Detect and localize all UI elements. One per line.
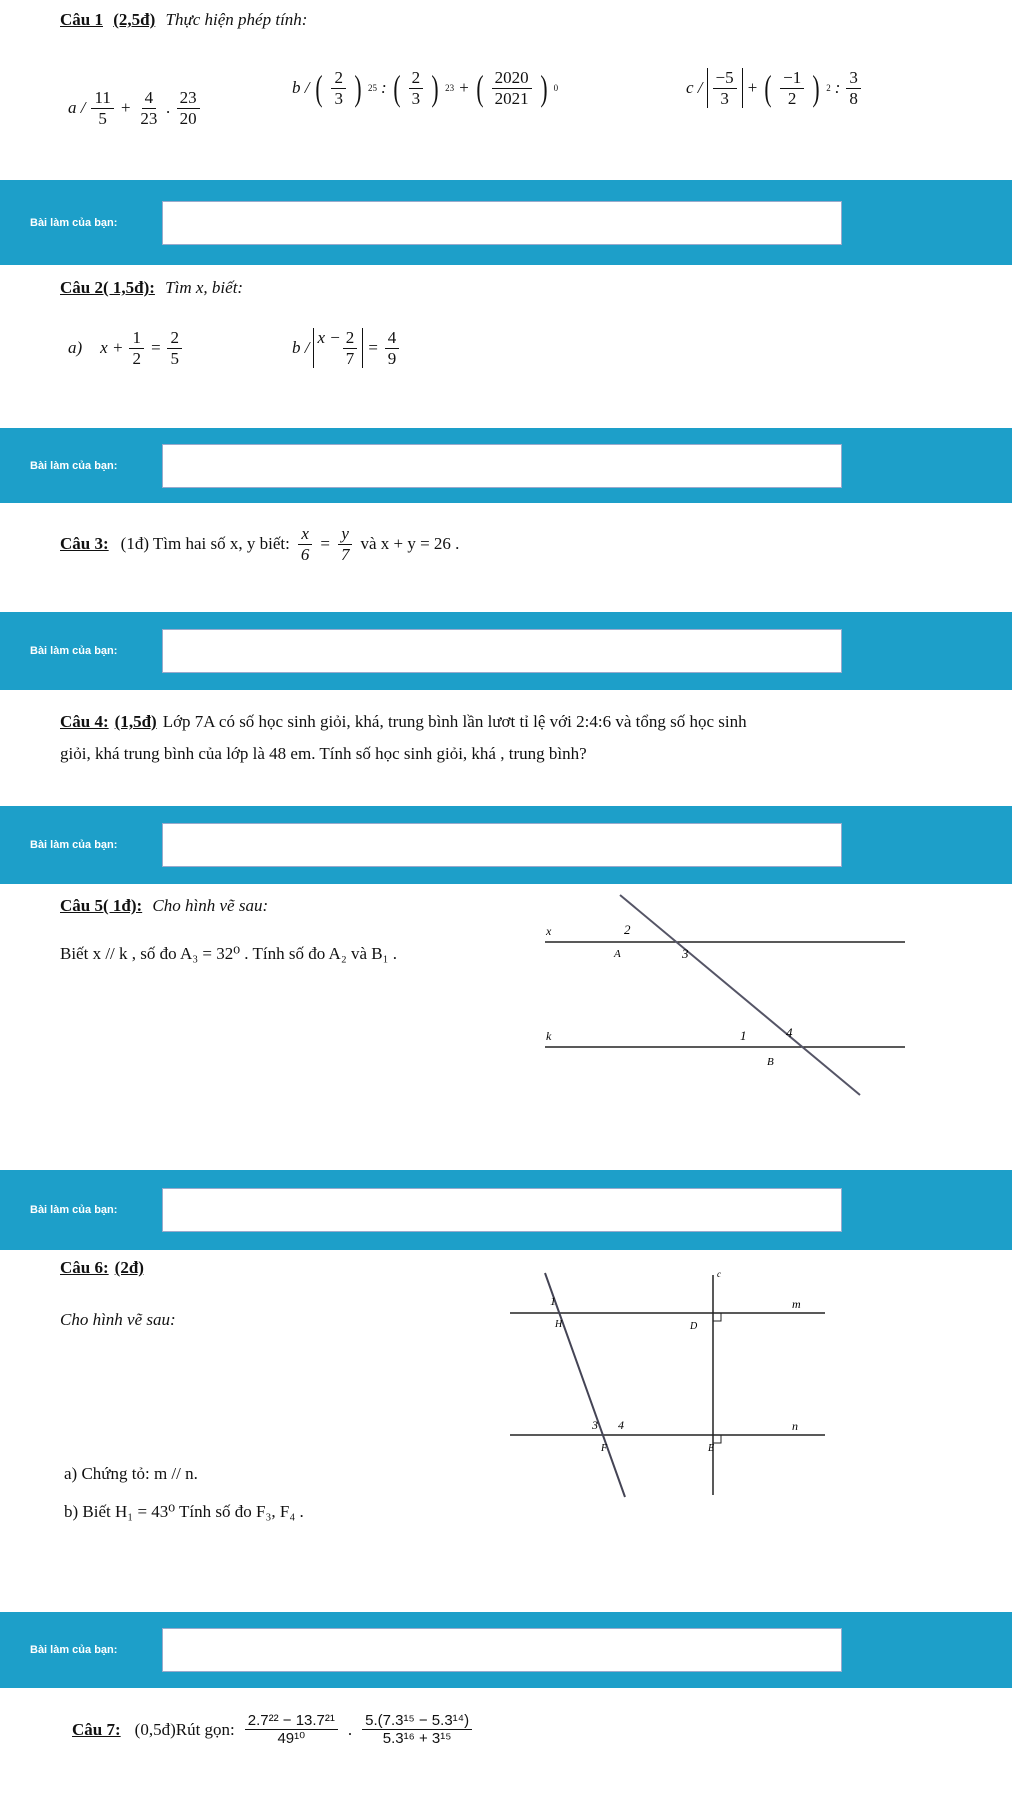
answer-input-2[interactable] bbox=[162, 444, 842, 488]
question-7-text: (0,5đ)Rút gọn: bbox=[134, 1719, 235, 1739]
figure-lines-m-n bbox=[505, 1265, 845, 1505]
question-6-part-b: b) Biết H₁ = 43⁰ Tính số đo F₃, F₄ . bbox=[64, 1502, 304, 1521]
angle-4: 4 bbox=[786, 1025, 793, 1040]
right-angle-E bbox=[713, 1435, 721, 1443]
answer-panel-6 bbox=[0, 1612, 1012, 1688]
paren: ) bbox=[812, 68, 820, 109]
answer-input-6[interactable] bbox=[162, 1628, 842, 1672]
figure-parallel-lines-x-k bbox=[540, 890, 920, 1105]
operator: + bbox=[746, 78, 759, 98]
numerator: 2020 bbox=[492, 68, 532, 89]
numerator: x bbox=[298, 524, 312, 545]
operator: + bbox=[458, 78, 470, 98]
angle-3: 3 bbox=[592, 1418, 598, 1432]
answer-input-5[interactable] bbox=[162, 1188, 842, 1232]
question-7 bbox=[72, 1712, 474, 1748]
denominator: 7 bbox=[345, 348, 355, 368]
numerator: 2 bbox=[409, 68, 424, 89]
numerator: 23 bbox=[177, 88, 200, 109]
fraction bbox=[780, 68, 804, 108]
denominator: 5 bbox=[170, 348, 179, 368]
label-D: D bbox=[690, 1321, 698, 1332]
transversal bbox=[620, 895, 860, 1095]
q1b-label: b / bbox=[292, 78, 310, 98]
operator: . bbox=[347, 1719, 353, 1739]
paren: ) bbox=[354, 68, 362, 109]
fraction bbox=[129, 328, 144, 368]
exponent: 0 bbox=[553, 83, 559, 94]
question-6-prompt: Cho hình vẽ sau: bbox=[60, 1310, 176, 1329]
fraction bbox=[846, 68, 861, 108]
question-6-title: Câu 6: bbox=[60, 1258, 109, 1277]
question-7-title: Câu 7: bbox=[72, 1719, 121, 1739]
question-3 bbox=[60, 524, 459, 564]
answer-label: Bài làm của bạn: bbox=[30, 216, 118, 229]
expression: x + bbox=[100, 338, 124, 358]
label-x: x bbox=[546, 924, 552, 938]
fraction bbox=[91, 88, 113, 128]
answer-panel-3 bbox=[0, 612, 1012, 690]
fraction bbox=[343, 328, 358, 368]
answer-label: Bài làm của bạn: bbox=[30, 839, 118, 851]
denominator: 2 bbox=[132, 348, 141, 368]
question-2-header bbox=[60, 278, 243, 298]
numerator: 4 bbox=[385, 328, 400, 349]
fraction bbox=[298, 524, 313, 564]
angle-2: 2 bbox=[624, 922, 631, 937]
question-6-header bbox=[60, 1258, 150, 1278]
question-2-prompt: Tìm x, biết: bbox=[165, 278, 244, 297]
numerator: 2 bbox=[167, 328, 182, 349]
q1-part-b bbox=[292, 68, 558, 108]
exponent: 23 bbox=[445, 83, 455, 94]
answer-label: Bài làm của bạn: bbox=[30, 1204, 118, 1216]
transversal-HF bbox=[545, 1273, 625, 1497]
denominator: 20 bbox=[179, 108, 197, 128]
denominator: 7 bbox=[340, 544, 350, 564]
q1c-label: c / bbox=[686, 78, 703, 98]
numerator: 2 bbox=[331, 68, 346, 89]
angle-1: 1 bbox=[550, 1294, 556, 1308]
operator: : bbox=[834, 78, 841, 98]
q2a-label: a) bbox=[68, 338, 83, 358]
denominator: 9 bbox=[387, 348, 397, 368]
question-1-prompt: Thực hiện phép tính: bbox=[165, 10, 308, 29]
q2-part-b bbox=[292, 328, 401, 368]
fraction bbox=[338, 524, 353, 564]
paren: ) bbox=[431, 68, 439, 109]
answer-panel-1 bbox=[0, 180, 1012, 265]
denominator: 23 bbox=[140, 108, 158, 128]
denominator: 49¹⁰ bbox=[277, 1730, 306, 1748]
denominator: 2021 bbox=[494, 88, 529, 108]
right-angle-D bbox=[713, 1313, 721, 1321]
answer-label: Bài làm của bạn: bbox=[30, 459, 118, 472]
q2-part-a bbox=[68, 328, 184, 368]
numerator: 3 bbox=[846, 68, 861, 89]
q1a-label: a / bbox=[68, 98, 86, 118]
question-1-header bbox=[60, 10, 307, 30]
question-5-statement: Biết x // k , số đo A₃ = 32⁰ . Tính số đo A₂ và B₁ . bbox=[60, 944, 398, 963]
denominator: 8 bbox=[849, 88, 858, 108]
question-5-header bbox=[60, 896, 268, 916]
label-E: E bbox=[708, 1443, 715, 1454]
expression: x − bbox=[317, 328, 341, 347]
denominator: 5.3¹⁶ + 3¹⁵ bbox=[382, 1730, 452, 1748]
operator: + bbox=[119, 98, 132, 118]
numerator: 2.7²² − 13.7²¹ bbox=[245, 1712, 338, 1730]
operator: = bbox=[320, 534, 330, 554]
question-2-title: Câu 2( 1,5đ): bbox=[60, 278, 155, 297]
exponent: 25 bbox=[367, 83, 377, 94]
question-1-score: (2,5đ) bbox=[113, 10, 156, 29]
numerator: 2 bbox=[343, 328, 358, 349]
numerator: 1 bbox=[129, 328, 144, 349]
denominator: 5 bbox=[98, 108, 107, 128]
angle-3: 3 bbox=[682, 946, 689, 961]
fraction bbox=[492, 68, 532, 108]
label-H: H bbox=[555, 1319, 563, 1330]
paren: ) bbox=[540, 68, 548, 109]
fraction bbox=[245, 1712, 338, 1748]
label-m: m bbox=[792, 1297, 801, 1311]
fraction bbox=[177, 88, 200, 128]
denominator: 6 bbox=[300, 544, 310, 564]
numerator: y bbox=[338, 524, 352, 545]
numerator: −5 bbox=[713, 68, 737, 89]
question-6-part-a: a) Chứng tỏ: m // n. bbox=[64, 1464, 198, 1483]
label-F: F bbox=[601, 1443, 608, 1454]
denominator: 3 bbox=[334, 88, 343, 108]
question-5-title: Câu 5( 1đ): bbox=[60, 896, 143, 915]
denominator: 3 bbox=[720, 88, 729, 108]
paren: ( bbox=[476, 68, 484, 109]
numerator: 4 bbox=[142, 88, 157, 109]
q1-part-a bbox=[68, 88, 202, 128]
paren: ( bbox=[764, 68, 772, 109]
angle-4: 4 bbox=[618, 1418, 624, 1432]
operator: = bbox=[149, 338, 162, 358]
paren: ( bbox=[315, 68, 324, 109]
operator: : bbox=[380, 78, 387, 98]
fraction bbox=[137, 88, 160, 128]
denominator: 3 bbox=[411, 88, 421, 108]
answer-input-4[interactable] bbox=[162, 823, 842, 867]
exponent: 2 bbox=[826, 83, 831, 94]
question-6-score: (2đ) bbox=[114, 1258, 144, 1277]
numerator: 11 bbox=[91, 88, 113, 109]
answer-panel-2 bbox=[0, 428, 1012, 503]
question-1-title: Câu 1 bbox=[60, 10, 103, 29]
denominator: 2 bbox=[787, 88, 797, 108]
answer-panel-5 bbox=[0, 1170, 1012, 1250]
fraction bbox=[167, 328, 182, 368]
answer-label: Bài làm của bạn: bbox=[30, 1644, 118, 1656]
absolute-value bbox=[313, 328, 363, 368]
question-5-prompt: Cho hình vẽ sau: bbox=[152, 896, 269, 915]
q1-part-c bbox=[686, 68, 863, 108]
fraction bbox=[385, 328, 400, 368]
question-4-score: (1,5đ) bbox=[114, 712, 157, 731]
question-4 bbox=[60, 706, 980, 770]
question-4-line2: giỏi, khá trung bình của lớp là 48 em. Tính số học sinh giỏi, khá , trung bình? bbox=[60, 744, 587, 763]
answer-label: Bài làm của bạn: bbox=[30, 645, 118, 657]
label-B: B bbox=[767, 1056, 774, 1068]
operator: . bbox=[166, 98, 171, 118]
answer-input-1[interactable] bbox=[162, 201, 842, 245]
numerator: −1 bbox=[780, 68, 804, 89]
operator: = bbox=[367, 338, 379, 358]
paren: ( bbox=[393, 68, 401, 109]
question-3-title: Câu 3: bbox=[60, 534, 109, 554]
answer-input-3[interactable] bbox=[162, 629, 842, 673]
question-4-line1: Lớp 7A có số học sinh giỏi, khá, trung bình lần lươt tỉ lệ với 2:4:6 và tổng số học sinh bbox=[162, 712, 747, 731]
fraction bbox=[713, 68, 737, 108]
label-n: n bbox=[792, 1419, 798, 1433]
q2b-label: b / bbox=[292, 338, 310, 358]
question-3-tail: và x + y = 26 . bbox=[360, 534, 460, 554]
fraction bbox=[331, 68, 346, 108]
label-k: k bbox=[546, 1029, 552, 1043]
answer-panel-4 bbox=[0, 806, 1012, 884]
angle-1: 1 bbox=[740, 1028, 747, 1043]
question-4-title: Câu 4: bbox=[60, 712, 109, 731]
numerator: 5.(7.3¹⁵ − 5.3¹⁴) bbox=[362, 1712, 472, 1730]
absolute-value bbox=[707, 68, 743, 108]
fraction bbox=[409, 68, 424, 108]
label-c: c bbox=[717, 1269, 721, 1279]
question-3-text: (1đ) Tìm hai số x, y biết: bbox=[120, 534, 290, 554]
fraction bbox=[362, 1712, 472, 1748]
label-A: A bbox=[614, 948, 621, 960]
